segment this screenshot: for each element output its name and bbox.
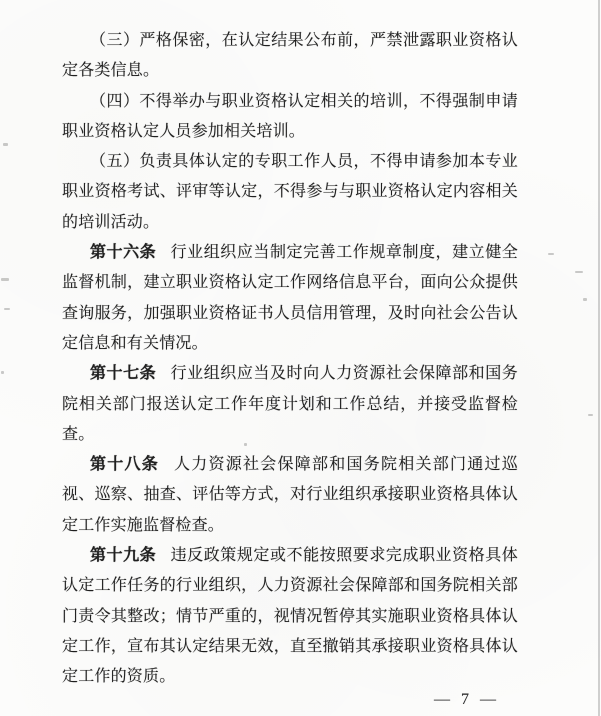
scan-speckle (583, 298, 587, 301)
scan-speckle (588, 414, 593, 416)
scan-speckle (1, 371, 4, 374)
text-line-clause-3: （三）严格保密，在认定结果公布前，严禁泄露职业资格认 (90, 32, 518, 49)
scan-speckle (1, 278, 9, 281)
text-line-clause-4: （四）不得举办与职业资格认定相关的培训，不得强制申请 (90, 92, 518, 110)
scan-edge-artifact (598, 0, 600, 716)
text-line-clause-5: （五）负责具体认定的专职工作人员，不得申请参加本专业 (90, 153, 518, 171)
text-line-article-19: 定工作的资质。 (62, 668, 176, 686)
article-number: 第十七条 (90, 365, 157, 383)
text-line-clause-5: 的培训活动。 (62, 213, 160, 231)
scan-speckle (4, 308, 10, 310)
text-line-article-16: 监督机制，建立职业资格认定工作网络信息平台，面向公众提供 (62, 274, 518, 292)
article-number: 第十九条 (90, 547, 157, 565)
scan-speckle (244, 443, 247, 446)
text-line-clause-4: 职业资格认定人员参加相关培训。 (62, 122, 306, 140)
text-line-article-18: 视、巡察、抽查、评估等方式，对行业组织承接职业资格具体认 (62, 486, 518, 504)
page-number: — 7 — (434, 691, 497, 708)
text-line-article-17: 查。 (62, 425, 95, 443)
text-line-article-19: 门责令其整改；情节严重的，视情况暂停其实施职业资格具体认 (62, 607, 518, 625)
scan-speckle (548, 253, 554, 255)
text-line-clause-3: 定各类信息。 (62, 62, 160, 80)
text-line-article-16: 查询服务，加强职业资格证书人员信用管理，及时向社会公告认 (62, 304, 518, 322)
text-line-article-16: 第十六条 行业组织应当制定完善工作规章制度，建立健全 (90, 244, 518, 262)
text-line-article-17: 第十七条 行业组织应当及时向人力资源社会保障部和国务 (90, 365, 518, 383)
text-line-article-18: 定工作实施监督检查。 (62, 516, 225, 534)
scan-speckle (3, 143, 8, 146)
text-line-article-18: 第十八条 人力资源社会保障部和国务院相关部门通过巡 (90, 456, 518, 474)
text-line-article-19: 认定工作任务的行业组织，人力资源社会保障部和国务院相关部 (62, 577, 518, 595)
document-body (62, 26, 518, 693)
text-line-article-19: 定工作，宣布其认定结果无效，直至撤销其承接职业资格具体认 (62, 637, 518, 655)
text-line-article-16: 定信息和有关情况。 (62, 334, 208, 352)
scan-speckle (575, 271, 583, 273)
article-number: 第十八条 (90, 456, 159, 474)
article-number: 第十六条 (90, 244, 157, 262)
text-line-article-17: 院相关部门报送认定工作年度计划和工作总结，并接受监督检 (62, 395, 518, 413)
text-line-article-19: 第十九条 违反政策规定或不能按照要求完成职业资格具体 (90, 547, 518, 565)
text-line-clause-5: 职业资格考试、评审等认定，不得参与与职业资格认定内容相关 (62, 183, 518, 201)
